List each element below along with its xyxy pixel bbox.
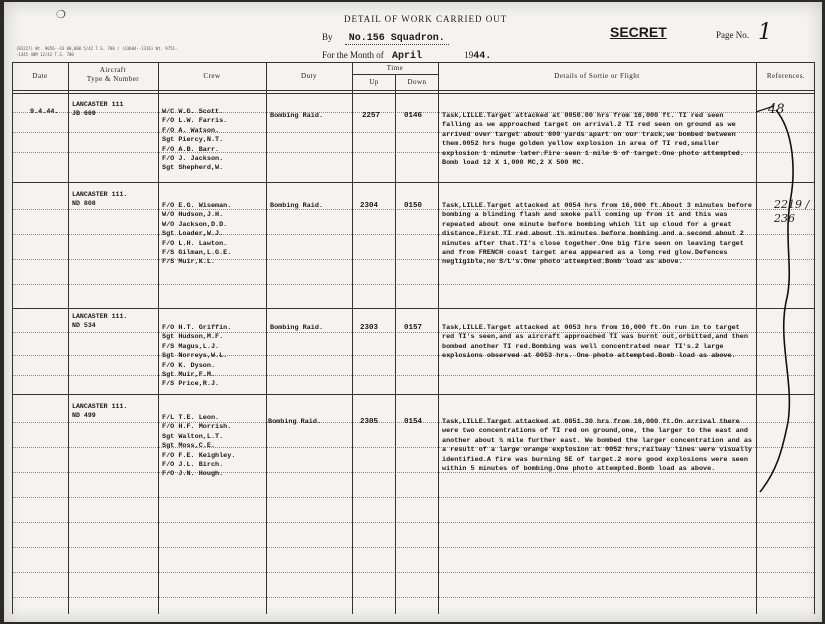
- entry-details: Task,LILLE.Target attacked at 0054 hrs from 16,000 ft.About 3 minutes before bombing a blinding flash and smoke pall coming up from it and this was repeated about one minute before bombing which lit up cloud for a great distance.First TI red about 1½ minutes before bombing and a second about 2 minutes after that.TI's close together.One big fire seen on leaving target and from FRENCH coast target area appeared as a long red glow.Defences negligible,no S/L's.One photo attempted.Bomb load as above.: [442, 202, 752, 267]
- col-header-references: References.: [766, 72, 806, 80]
- handwritten-bracket: [4, 2, 822, 622]
- month-label: For the Month of: [322, 50, 384, 60]
- entry-time-up: 2257: [362, 112, 381, 120]
- entry-aircraft: LANCASTER 111. ND 808: [72, 191, 128, 208]
- entry-time-up: 2305: [360, 418, 379, 426]
- col-header-time: Time: [386, 64, 404, 72]
- entry-time-down: 0154: [404, 418, 423, 426]
- entry-crew: F/O E.G. Wiseman. W/O Hudson,J.H. W/O Jackson,D.D. Sgt Loader,W.J. F/O L.H. Lawton. F/S Gilman,L.G.E. F/S Muir,K.L.: [162, 202, 232, 267]
- corner-mark: ❍: [56, 9, 66, 21]
- operations-record-sheet: [4, 2, 822, 622]
- year-value: 44.: [473, 51, 492, 62]
- entry-details: Task,LILLE.Target attacked at 0051.30 hrs from 16,000 ft.On arrival there were two concentrations of TI red on ground,one, the larger to the east and another about ½ mile further east. We bombed the larger concentration and as a result of a large orange explosion at 0052 hrs,railway lines were visually identified.A fire was burning SE of target.2 more good explosions were seen within 5 minutes of bombing.One photo attempted.Bomb load as above.: [442, 418, 752, 474]
- entry-time-up: 2304: [360, 202, 379, 210]
- entry-details: Task,LILLE.Target attacked at 0050.00 hrs from 16,000 ft. TI red seen falling as we approached target on arrival.2 TI red seen on ground as we arrived over target about 600 yards apart on our track,we bombed between them.0052 hrs huge golden yellow explosion in area of TI red,smaller explosion 1 minute later.Fire seen 1 mile S of target.One photo attempted. Bomb load 12 X 1,000 MC,2 X 500 MC.: [442, 112, 744, 168]
- entry-time-down: 0146: [404, 112, 423, 120]
- entry-aircraft: LANCASTER 111. ND 534: [72, 313, 128, 330]
- entry-time-up: 2303: [360, 324, 379, 332]
- entry-aircraft: LANCASTER 111. ND 499: [72, 403, 128, 420]
- entry-duty: Bombing Raid.: [268, 418, 322, 426]
- col-header-aircraft: Aircraft Type & Number: [86, 66, 140, 83]
- entry-crew: F/L T.E. Leon. F/O H.F. Morrish. Sgt Walton,L.T. Sgt Moss,C.E. F/O F.E. Keighley. F/O J.L. Birch. F/O J.N. Hough.: [162, 414, 236, 479]
- by-label: By: [322, 32, 333, 42]
- col-header-down: Down: [407, 78, 427, 86]
- entry-duty: Bombing Raid.: [270, 324, 324, 332]
- col-header-up: Up: [369, 78, 379, 86]
- entry-duty: Bombing Raid.: [270, 202, 324, 210]
- print-mark: (B3227) Wt. 9056--43 80,000 5/42 T.S. 700 / (43604--1316) Wt. 9751--1445 40M 12/42 T.S. 700: [16, 46, 178, 57]
- entry-aircraft: LANCASTER 111 JB 669: [72, 101, 124, 118]
- col-header-details: Details of Sortie or Flight: [554, 72, 640, 80]
- month-value: April: [392, 51, 423, 62]
- entry-crew: W/C W.G. Scott. F/O L.W. Farris. F/O A. Watson. Sgt Piercy,N.T. F/O A.B. Barr. F/O J. Jackson. Sgt Shepherd,W.: [162, 108, 228, 173]
- col-header-date: Date: [32, 72, 48, 80]
- entry-crew: F/O H.T. Griffin. Sgt Hudson,M.F. F/S Magus,L.J. Sgt Norreys,W.L. F/O K. Dyson. Sgt Muir,F.M. F/S Price,R.J.: [162, 324, 232, 389]
- year-prefix: 19: [464, 50, 474, 60]
- col-header-duty: Duty: [301, 72, 317, 80]
- page-number: 1: [758, 20, 772, 45]
- entry-details: Task,LILLE.Target attacked at 0053 hrs from 16,000 ft.On run in to target red TI's seen,and as aircraft approached TI was burnt out,orbitted,and then bombed another TI red.Bombing was well concentrated near TI's.2 large explosions observed at 0053 hrs. One photo attempted.Bomb load as above.: [442, 324, 748, 361]
- entry-time-down: 0157: [404, 324, 423, 332]
- form-title: DETAIL OF WORK CARRIED OUT: [344, 14, 508, 24]
- squadron-value: No.156 Squadron.: [345, 33, 449, 45]
- entry-reference: 48: [768, 102, 785, 117]
- entry-reference: 2219 / 236: [774, 198, 810, 225]
- entry-time-down: 0150: [404, 202, 423, 210]
- classification-stamp: SECRET: [610, 24, 667, 40]
- col-header-crew: Crew: [203, 72, 221, 80]
- entry-date: 9.4.44.: [30, 108, 59, 116]
- entry-duty: Bombing Raid.: [270, 112, 324, 120]
- page-label: Page No.: [716, 30, 749, 40]
